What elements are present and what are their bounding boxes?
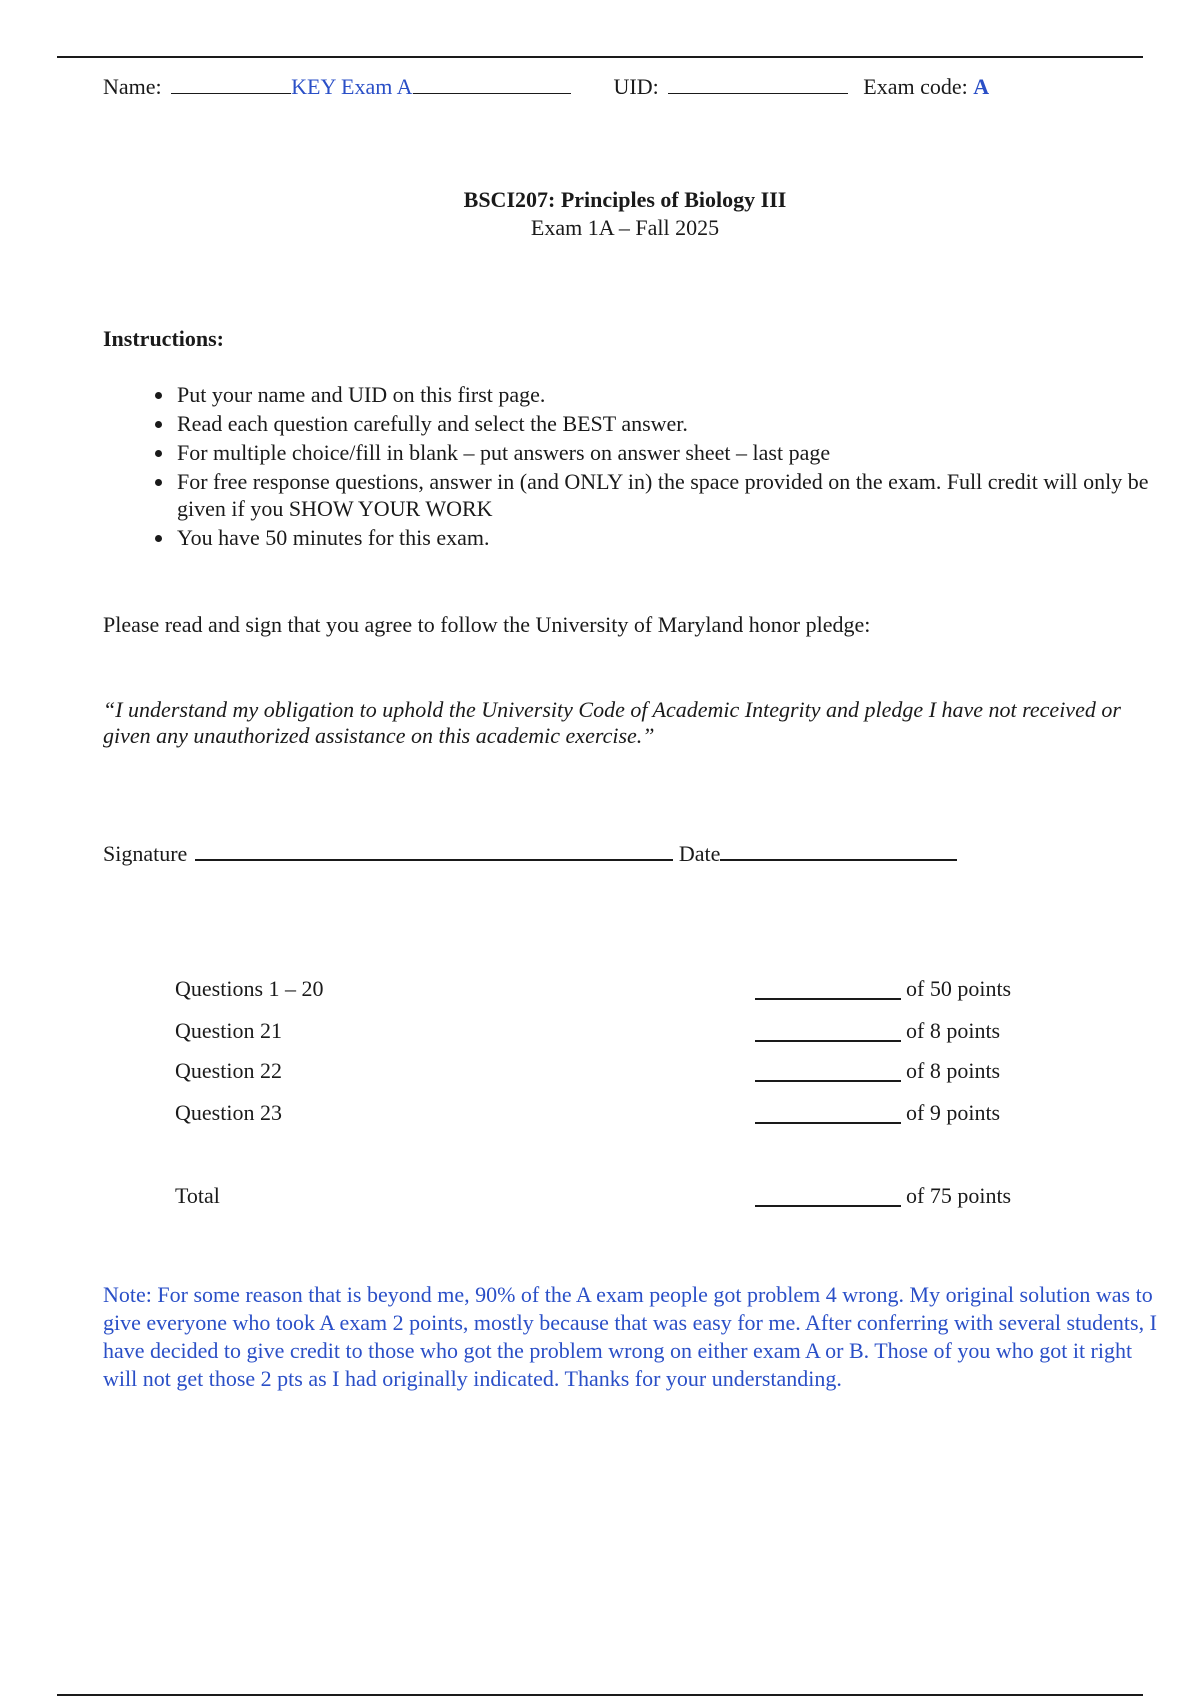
list-item: • For free response questions, answer in (and ONLY in) the space provided on the exam. Full credit will only be given if you SHOW YOUR WORK bbox=[175, 468, 1153, 522]
signature-row bbox=[103, 837, 957, 867]
list-item: • Put your name and UID on this first page. bbox=[175, 381, 1153, 408]
date-label: Date bbox=[678, 841, 721, 866]
honor-pledge: “I understand my obligation to uphold the University Code of Academic Integrity and pledge I have not received or given any unauthorized assistance on this academic exercise.” bbox=[103, 697, 1121, 748]
total-blank[interactable] bbox=[755, 1205, 901, 1207]
name-value: KEY Exam A bbox=[291, 74, 413, 99]
score-points: of 8 points bbox=[906, 1018, 1001, 1043]
list-item: • You have 50 minutes for this exam. bbox=[175, 524, 1153, 551]
instructions-list bbox=[103, 381, 1153, 553]
page-title bbox=[0, 186, 1200, 242]
signature-label: Signature bbox=[103, 841, 188, 866]
signature-line[interactable] bbox=[195, 837, 673, 861]
list-item: • Read each question carefully and select the BEST answer. bbox=[175, 410, 1153, 437]
score-label: Question 23 bbox=[175, 1100, 282, 1125]
score-row bbox=[175, 1018, 1075, 1048]
exam-code-value: A bbox=[973, 74, 990, 99]
name-label: Name: bbox=[103, 74, 162, 99]
score-label: Questions 1 – 20 bbox=[175, 976, 324, 1001]
bottom-rule bbox=[57, 1694, 1143, 1696]
score-row bbox=[175, 976, 1075, 1006]
course-title: BSCI207: Principles of Biology III bbox=[463, 187, 787, 212]
pledge-intro: Please read and sign that you agree to follow the University of Maryland honor pledge: bbox=[103, 612, 871, 637]
name-blank-left bbox=[171, 73, 291, 94]
total-points: of 75 points bbox=[906, 1183, 1012, 1208]
score-blank[interactable] bbox=[755, 998, 901, 1000]
uid-label: UID: bbox=[613, 74, 659, 99]
score-points: of 8 points bbox=[906, 1058, 1001, 1083]
score-points: of 50 points bbox=[906, 976, 1012, 1001]
score-row bbox=[175, 1058, 1075, 1088]
exam-code-label: Exam code: bbox=[863, 74, 968, 99]
instructor-note: Note: For some reason that is beyond me, 90% of the A exam people got problem 4 wrong. My original solution was to give everyone who took A exam 2 points, mostly because that was easy for me. After conferring with several students, I have decided to give credit to those who got the problem wrong on either exam A or B. Those of you who got it right will not get those 2 pts as I had originally indicated. Thanks for your understanding. bbox=[103, 1282, 1157, 1391]
list-item: • For multiple choice/fill in blank – put answers on answer sheet – last page bbox=[175, 439, 1153, 466]
score-blank[interactable] bbox=[755, 1080, 901, 1082]
date-line[interactable] bbox=[720, 837, 957, 861]
score-blank[interactable] bbox=[755, 1040, 901, 1042]
instructions-heading: Instructions: bbox=[103, 326, 225, 351]
score-row bbox=[175, 1100, 1075, 1130]
score-points: of 9 points bbox=[906, 1100, 1001, 1125]
uid-blank bbox=[668, 73, 848, 94]
header-row bbox=[103, 73, 989, 100]
score-label: Question 21 bbox=[175, 1018, 282, 1043]
score-blank[interactable] bbox=[755, 1122, 901, 1124]
exam-title: Exam 1A – Fall 2025 bbox=[530, 215, 720, 240]
top-rule bbox=[57, 56, 1143, 58]
name-blank-right bbox=[413, 73, 571, 94]
total-label: Total bbox=[175, 1183, 220, 1208]
score-label: Question 22 bbox=[175, 1058, 282, 1083]
total-row bbox=[175, 1183, 1075, 1213]
